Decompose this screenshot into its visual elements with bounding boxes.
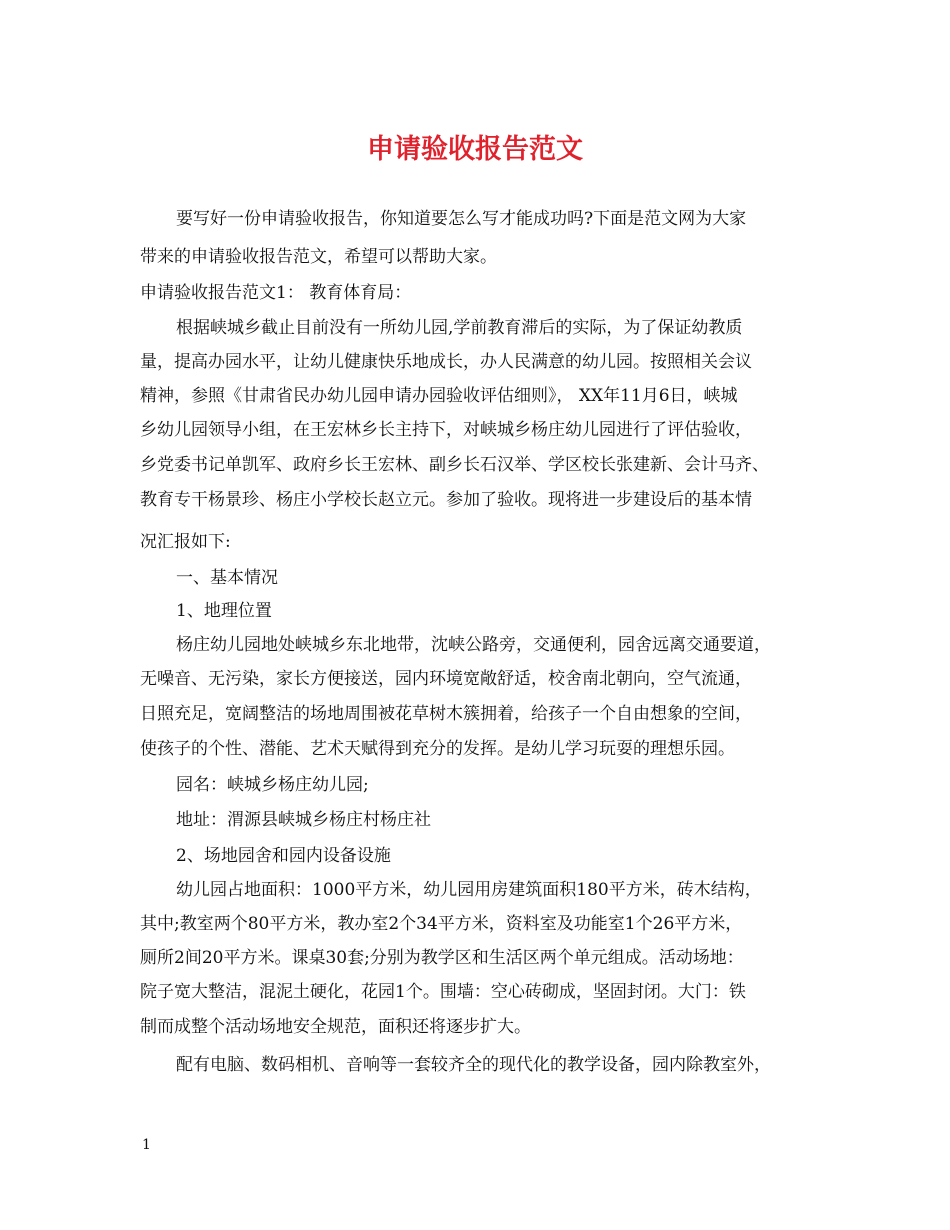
body-line: 量，提高办园水平，让幼儿健康快乐地成长，办人民满意的幼儿园。按照相关会议 bbox=[140, 352, 752, 372]
body-line: 制而成整个活动场地安全规范，面积还将逐步扩大。 bbox=[140, 1017, 531, 1037]
intro-line-2: 带来的申请验收报告范文，希望可以帮助大家。 bbox=[140, 247, 497, 267]
body-line: 精神，参照《甘肃省民办幼儿园申请办园验收评估细则》， XX年11月6日，峡城 bbox=[140, 386, 738, 406]
body-line: 乡幼儿园领导小组，在王宏林乡长主持下，对峡城乡杨庄幼儿园进行了评估验收， bbox=[140, 420, 752, 440]
body-line: 使孩子的个性、潜能、艺术天赋得到充分的发挥。是幼儿学习玩耍的理想乐园。 bbox=[140, 739, 735, 759]
page-number: 1 bbox=[142, 1137, 151, 1153]
section-heading: 一、基本情况 bbox=[176, 568, 278, 588]
body-line: 配有电脑、数码相机、音响等一套较齐全的现代化的教学设备，园内除教室外， bbox=[176, 1055, 771, 1075]
body-line: 院子宽大整洁，混泥土硬化，花园1个。围墙：空心砖砌成，坚固封闭。大门：铁 bbox=[140, 982, 746, 1002]
body-line: 根据峡城乡截止目前没有一所幼儿园,学前教育滞后的实际，为了保证幼教质 bbox=[176, 318, 743, 338]
body-line: 厕所2间20平方米。课桌30套;分别为教学区和生活区两个单元组成。活动场地： bbox=[140, 948, 744, 968]
body-line: 其中;教室两个80平方米，教办室2个34平方米，资料室及功能室1个26平方米， bbox=[140, 914, 743, 934]
subsection-heading: 2、场地园舍和园内设备设施 bbox=[176, 846, 391, 866]
intro-line-1: 要写好一份申请验收报告，你知道要怎么写才能成功吗?下面是范文网为大家 bbox=[176, 209, 747, 229]
body-line: 杨庄幼儿园地处峡城乡东北地带，沈峡公路旁，交通便利，园舍远离交通要道， bbox=[176, 635, 771, 655]
page-title: 申请验收报告范文 bbox=[367, 134, 583, 165]
sample-heading-line: 申请验收报告范文1： 教育体育局： bbox=[140, 283, 412, 303]
body-line: 日照充足，宽阔整洁的场地周围被花草树木簇拥着，给孩子一个自由想象的空间， bbox=[140, 704, 752, 724]
body-line: 况汇报如下: bbox=[140, 532, 231, 552]
kindergarten-address: 地址：渭源县峡城乡杨庄村杨庄社 bbox=[176, 810, 431, 830]
body-line: 教育专干杨景珍、杨庄小学校长赵立元。参加了验收。现将进一步建设后的基本情 bbox=[140, 490, 752, 510]
kindergarten-name: 园名：峡城乡杨庄幼儿园; bbox=[176, 775, 369, 795]
body-line: 幼儿园占地面积：1000平方米，幼儿园用房建筑面积180平方米，砖木结构， bbox=[176, 880, 762, 900]
subsection-heading: 1、地理位置 bbox=[176, 601, 272, 621]
body-line: 无噪音、无污染，家长方便接送，园内环境宽敞舒适，校舍南北朝向，空气流通， bbox=[140, 669, 752, 689]
body-line: 乡党委书记单凯军、政府乡长王宏林、副乡长石汉举、学区校长张建新、会计马齐、 bbox=[140, 455, 769, 475]
